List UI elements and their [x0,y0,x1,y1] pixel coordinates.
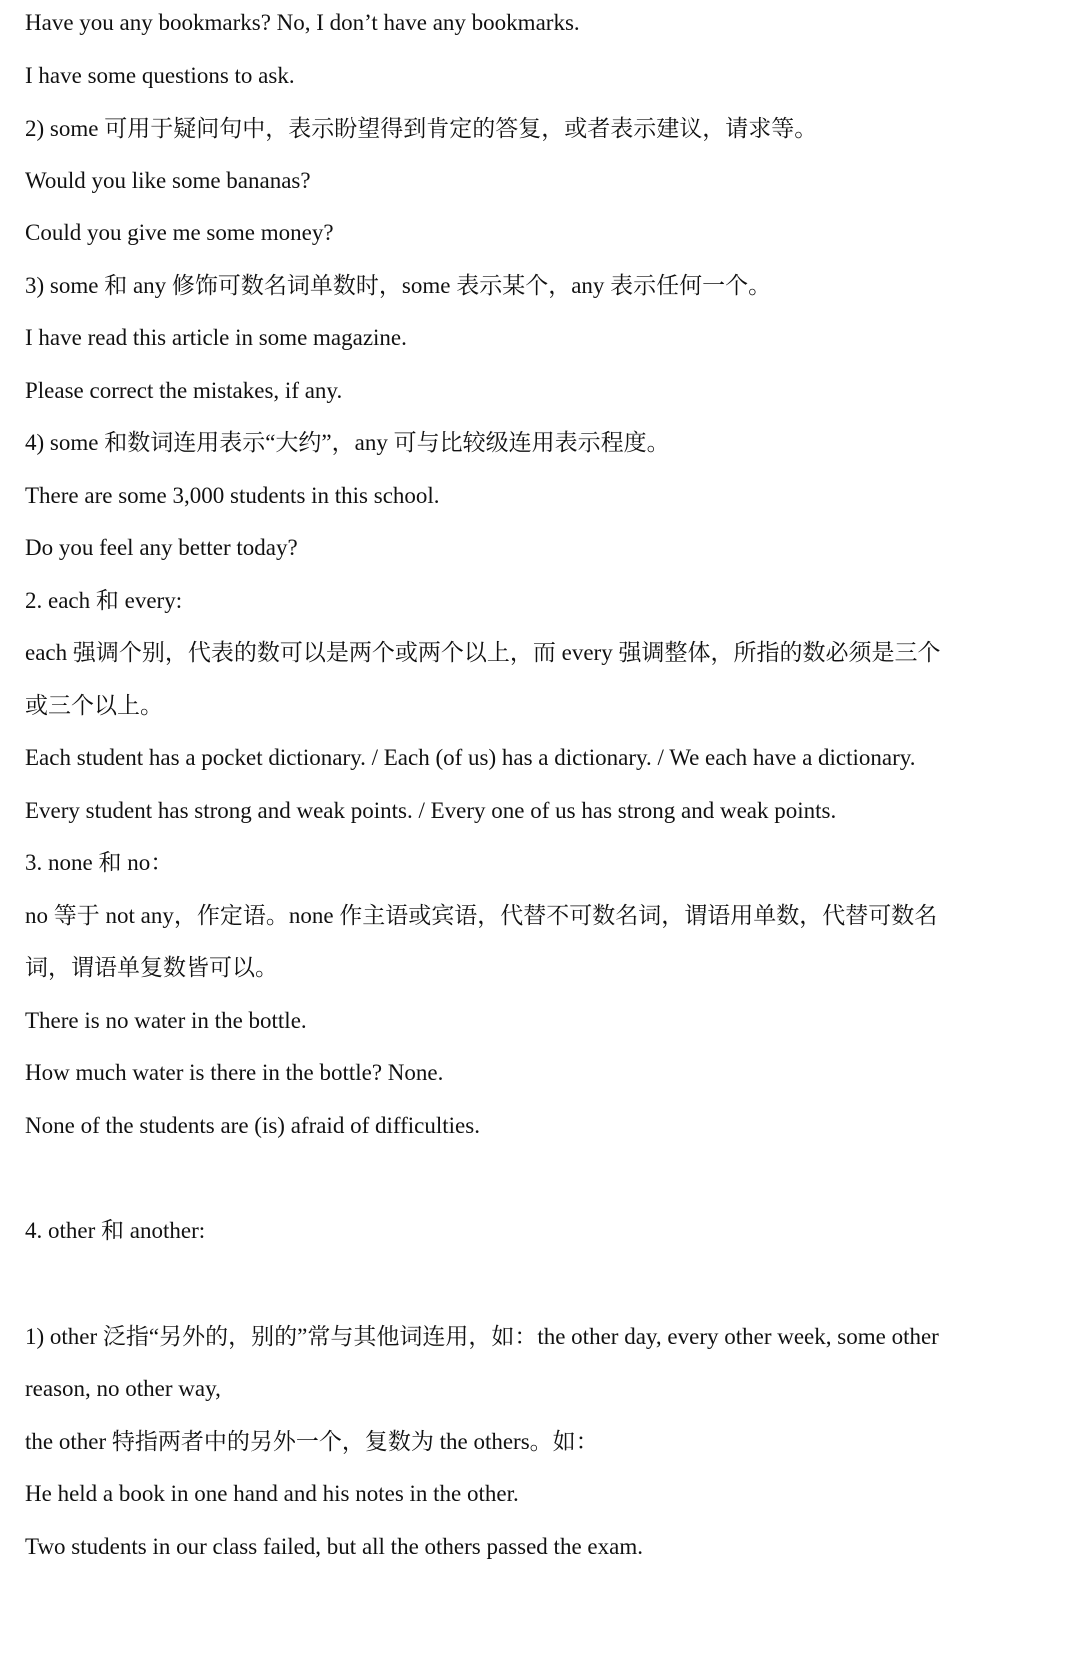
section-heading: 4. other 和 another: [25,1218,206,1243]
text-line: each 强调个别，代表的数可以是两个或两个以上，而 every 强调整体，所指的数必须是三个 [25,640,941,665]
text-line: 词，谓语单复数皆可以。 [25,955,278,980]
text-line: reason, no other way, [25,1376,221,1401]
text-line: Could you give me some money? [25,220,334,245]
text-line: Do you feel any better today? [25,535,298,560]
text-line: There is no water in the bottle. [25,1008,307,1033]
text-line: Would you like some bananas? [25,168,311,193]
text-line: 2) some 可用于疑问句中，表示盼望得到肯定的答复，或者表示建议，请求等。 [25,116,818,141]
text-line: I have read this article in some magazine. [25,325,407,350]
text-line: Have you any bookmarks? No, I don’t have any bookmarks. [25,10,580,35]
text-line: None of the students are (is) afraid of difficulties. [25,1113,480,1138]
text-line: 1) other 泛指“另外的，别的”常与其他词连用，如：the other day, every other week, some other [25,1324,939,1349]
text-line: Each student has a pocket dictionary. / Each (of us) has a dictionary. / We each have a dictionary. [25,745,916,770]
text-line: 3) some 和 any 修饰可数名词单数时，some 表示某个，any 表示任何一个。 [25,273,772,298]
text-line: He held a book in one hand and his notes in the other. [25,1481,519,1506]
text-line: the other 特指两者中的另外一个，复数为 the others。如： [25,1429,599,1454]
text-line: Please correct the mistakes, if any. [25,378,343,403]
text-line: Two students in our class failed, but all the others passed the exam. [25,1534,643,1559]
text-line: There are some 3,000 students in this school. [25,483,440,508]
section-heading: 2. each 和 every: [25,588,183,613]
text-line: Every student has strong and weak points. / Every one of us has strong and weak points. [25,798,837,823]
text-line: How much water is there in the bottle? None. [25,1060,444,1085]
text-line: no 等于 not any，作定语。none 作主语或宾语，代替不可数名词，谓语用单数，代替可数名 [25,903,938,928]
text-line: 或三个以上。 [25,693,163,718]
text-line: 4) some 和数词连用表示“大约”，any 可与比较级连用表示程度。 [25,430,670,455]
section-heading: 3. none 和 no： [25,850,174,875]
text-line: I have some questions to ask. [25,63,295,88]
